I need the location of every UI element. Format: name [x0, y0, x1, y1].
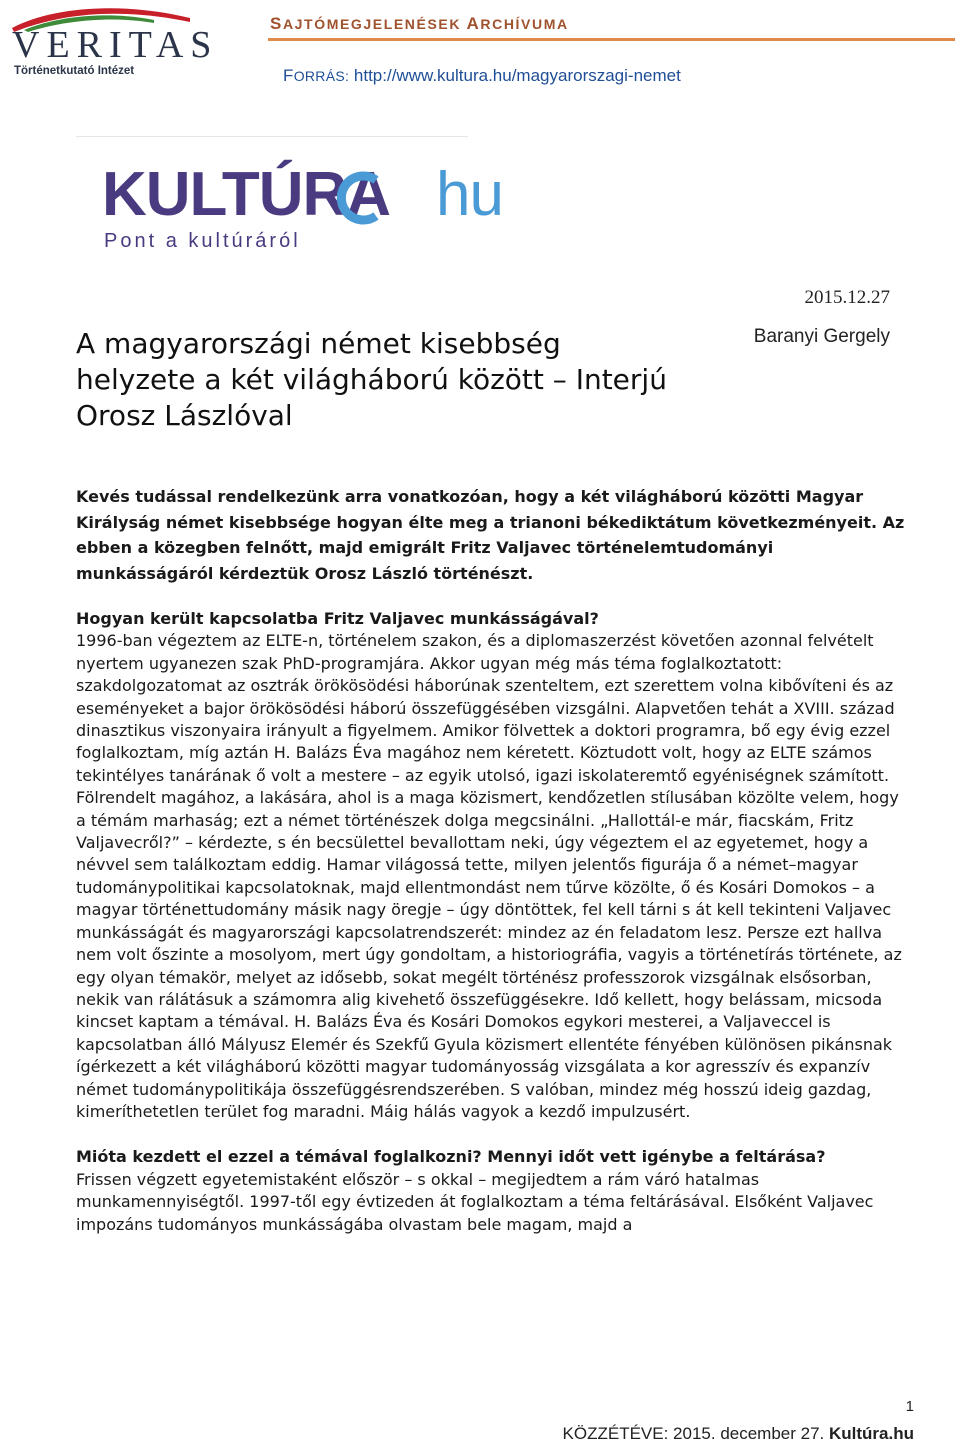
published-label: KÖZZÉTÉVE: 2015. december 27. [562, 1424, 825, 1443]
article-author: Baranyi Gergely [753, 326, 890, 347]
qa-block [76, 608, 906, 1123]
page-number: 1 [905, 1398, 914, 1415]
interview-answer: Frissen végzett egyetemistaként először – s okkal – megijedtem a rám váró hatalmas munkamennyiségtől. 1997-től egy évtizeden át foglalkoztam a téma feltárásával. Elsőként Valjavec impozáns tudományos munkásságába olvastam bele magam, majd a [76, 1169, 874, 1234]
veritas-wordmark: VERITAS [12, 24, 219, 66]
qa-block [76, 1146, 906, 1236]
interview-question: Hogyan került kapcsolatba Fritz Valjavec munkásságával? [76, 609, 599, 628]
source-url-link[interactable]: http://www.kultura.hu/magyarorszagi-nemet [353, 66, 681, 85]
interview-question: Mióta kezdett el ezzel a témával foglalkozni? Mennyi időt vett igénybe a feltárása? [76, 1147, 826, 1167]
logo-divider [76, 136, 468, 137]
interview-answer: 1996-ban végeztem az ELTE-n, történelem szakon, és a diplomaszerzést követően azonnal felvételt nyertem ugyanezen szak PhD-programjára. Akkor ugyan még más téma foglalkoztatott: szakdolgozatomat az osztrák örökösödési háborúnak szenteltem, ezt szerettem volna kibővíteni és az eseményeket a bajor örökösödési háború összefüggésében vizsgálni. Alapvetően tehát a XVIII. század dinasztikus viszonyaira irányult a figyelmem. Amikor fölvettek a doktori programra, bő egy évig ezzel foglalkoztam, míg aztán H. Balázs Éva magához nem kéretett. Köztudott volt, hogy az ELTE számos tekintélyes tanárának ő volt a mestere – az egyik utolsó, igazi iskolateremtő egyéniségnek számított. Fölrendelt magához, a lakására, ahol is a maga közismert, kendőzetlen stílusában közölte velem, hogy a témám marhaság; ezt a német történészek dolga megcsinálni. „Hallottál-e már, fiacskám, Fritz Valjavecről?” – kérdezte, s én becsülettel bevallottam neki, úgy végeztem el az egyetemet, hogy a névvel sem találkoztam eddig. Hamar világossá tette, milyen jelentős figurája ő a német–magyar tudománypolitikai kapcsolatoknak, majd ellentmondást nem tűrve közölte, ő és Kosári Domokos – a magyar történettudomány másik nagy öregje – úgy döntöttek, fel kell tárni s át kell tekinteni Valjavec munkásságát és magyarországi kapcsolatrendszerét: mindez az én feladatom lesz. Persze ezt hallva nem volt őszinte a mosolyom, mert úgy gondoltam, a historiográfia, vagyis a történetírás története, az egy olyan témakör, melyet az idősebb, sokat megélt történész professzorok vizsgálnak elsősorban, nekik van rálátásuk a számomra alig kivehető összefüggésekre. Idő kellett, hogy belássam, micsoda kincset kaptam a témával. H. Balázs Éva és Kosári Domokos egykori mesterei, a Valjaveccel is kapcsolatban álló Mályusz Elemér és Szekfű Gyula közismert ellentéte fényében különösen pikánsnak ígérkezett a két világháború közötti magyar tudományosság vizsgálata a kor agresszív és expanzív német tudománypolitikája összefüggésrendszerében. S valóban, mindez még hosszú ideig gazdag, kimeríthetetlen terület fog maradni. Máig hálás vagyok a kezdő impulzusért. [76, 631, 902, 1121]
archive-title-cap-2: A [466, 14, 481, 33]
archive-title [270, 14, 950, 34]
article-lead: Kevés tudással rendelkezünk arra vonatkozóan, hogy a két világháború közötti Magyar Királyság német kisebbsége hogyan élte meg a trianoni békediktátum következményeit. Az ebben a közegben felnőtt, majd emigrált Fritz Valjavec történelemtudományi munkásságáról kérdeztük Orosz László történészt. [76, 487, 905, 583]
archive-title-rest-2: RCHÍVUMA [480, 16, 569, 32]
archive-title-rest-1: AJTÓMEGJELENÉSEK [282, 16, 467, 32]
article-body [76, 484, 906, 1259]
footer-brand: Kultúra.hu [829, 1424, 914, 1443]
veritas-logo [4, 2, 219, 80]
veritas-subtitle: Történetkutató Intézet [14, 65, 135, 77]
footer-published [563, 1424, 914, 1444]
kultura-logo [98, 160, 503, 270]
source-label: FORRÁS: [283, 66, 350, 85]
kultura-wordmark: KULTÚRA hu [102, 160, 503, 229]
header-divider [268, 38, 955, 41]
kultura-ring-icon [336, 170, 388, 226]
archive-title-cap-1: S [270, 14, 283, 33]
article-date: 2015.12.27 [804, 287, 890, 308]
kultura-tagline: Pont a kultúráról [104, 230, 301, 252]
source-line [283, 66, 681, 86]
article-title: A magyarországi német kisebbség helyzete a két világháború között – Interjú Orosz Lászlóval [76, 327, 667, 432]
